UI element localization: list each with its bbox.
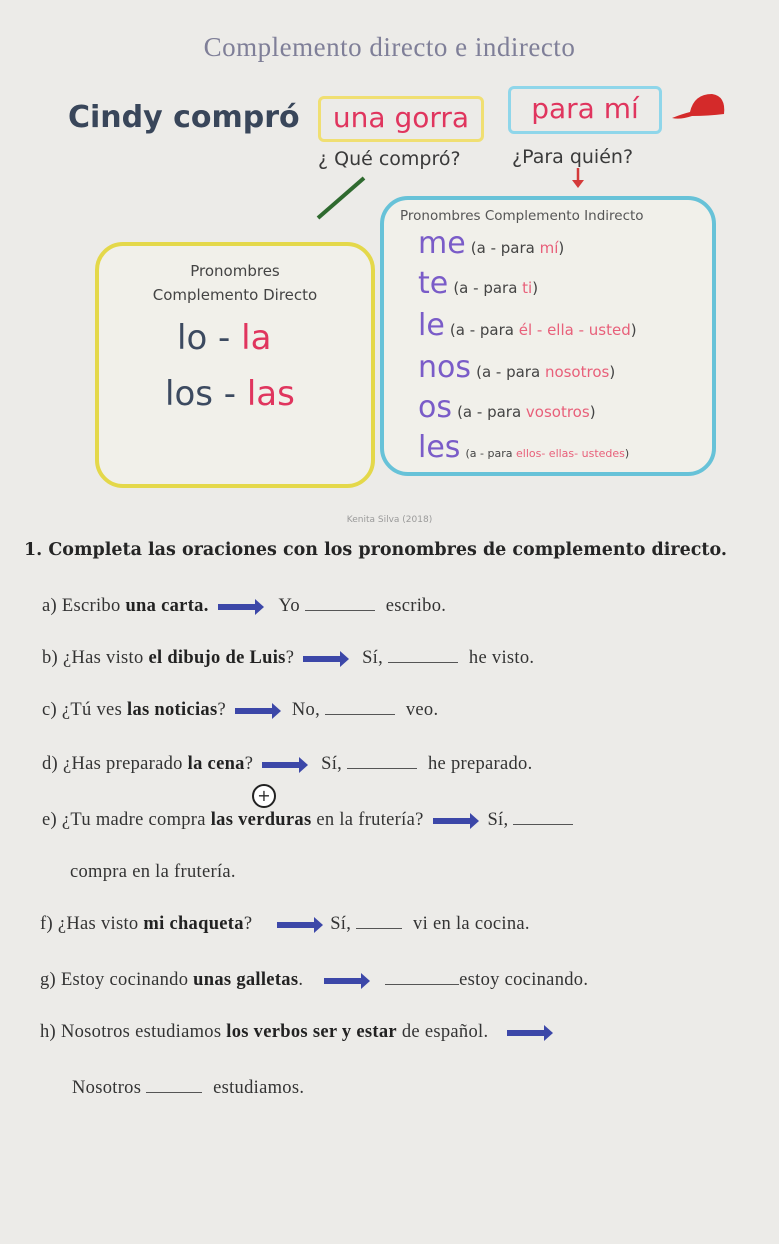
zoom-cursor-icon: + — [252, 784, 276, 808]
arrow-icon — [324, 978, 362, 984]
exercise-g: g) Estoy cocinando unas galletas. estoy cocinando. — [40, 970, 589, 990]
green-arrow-icon — [312, 174, 372, 224]
question-indirect: ¿Para quién? — [512, 146, 634, 168]
answer-blank-g[interactable] — [385, 968, 459, 985]
red-down-arrow-icon — [570, 168, 586, 190]
pronoun-lo: lo — [177, 318, 208, 358]
indirect-pronouns-box — [380, 196, 716, 476]
indirect-row-le: le (a - para él - ella - usted) — [418, 308, 637, 343]
indirect-rows — [418, 226, 712, 470]
direct-row-singular — [177, 318, 371, 358]
indirect-row-te: te (a - para ti) — [418, 266, 539, 301]
example-sentence: Cindy compró — [68, 100, 300, 135]
arrow-icon — [507, 1030, 545, 1036]
indirect-heading: Pronombres Complemento Indirecto — [400, 208, 644, 224]
indirect-row-os: os (a - para vosotros) — [418, 390, 596, 425]
direct-object-box: una gorra — [318, 96, 484, 142]
arrow-icon — [303, 656, 341, 662]
exercise-b: b) ¿Has visto el dibujo de Luis? Sí, he visto. — [42, 648, 535, 668]
exercise-h-answer: Nosotros estudiamos. — [72, 1078, 305, 1098]
indirect-row-nos: nos (a - para nosotros) — [418, 350, 616, 385]
direct-pronouns-box — [95, 242, 375, 488]
direct-heading-line1: Pronombres — [190, 262, 280, 280]
answer-blank-f[interactable] — [356, 912, 402, 929]
pronoun-las: las — [246, 374, 295, 414]
arrow-icon — [433, 818, 471, 824]
question-direct: ¿ Qué compró? — [318, 148, 461, 170]
exercise-e-continuation: compra en la frutería. — [70, 862, 236, 882]
exercise-c: c) ¿Tú ves las noticias? No, veo. — [42, 700, 439, 720]
credit: Kenita Silva (2018) — [346, 515, 433, 525]
pronoun-los: los — [165, 374, 213, 414]
answer-blank-c[interactable] — [325, 698, 395, 715]
answer-blank-b[interactable] — [388, 646, 458, 663]
red-cap-icon — [668, 88, 728, 130]
indirect-row-me: me (a - para mí) — [418, 226, 565, 261]
arrow-icon — [262, 762, 300, 768]
exercise-h: h) Nosotros estudiamos los verbos ser y estar de español. — [40, 1022, 549, 1043]
arrow-icon — [218, 604, 256, 610]
indirect-row-les: les (a - para ellos- ellas- ustedes) — [418, 430, 630, 465]
exercise-d: d) ¿Has preparado la cena? Sí, he preparado. — [42, 754, 533, 774]
answer-blank-a[interactable] — [305, 594, 375, 611]
direct-row-plural — [165, 374, 371, 414]
answer-blank-e[interactable] — [513, 808, 573, 825]
indirect-object-box: para mí — [508, 86, 662, 134]
exercise-instruction: 1. Completa las oraciones con los pronombres de complemento directo. — [24, 540, 727, 560]
pronoun-separator: - — [207, 318, 242, 358]
arrow-icon — [277, 922, 315, 928]
arrow-icon — [235, 708, 273, 714]
direct-heading-line2: Complemento Directo — [152, 286, 318, 304]
exercise-e: e) ¿Tu madre compra las verduras en la frutería? Sí, — [42, 808, 573, 831]
exercise-a: a) Escribo una carta. Yo escribo. — [42, 596, 447, 616]
answer-blank-d[interactable] — [347, 752, 417, 769]
page-title: Complemento directo e indirecto — [203, 32, 576, 62]
answer-blank-h[interactable] — [146, 1076, 202, 1093]
exercise-f: f) ¿Has visto mi chaqueta? Sí, vi en la cocina. — [40, 914, 530, 934]
pronoun-separator: - — [212, 374, 247, 414]
pronoun-la: la — [241, 318, 272, 358]
